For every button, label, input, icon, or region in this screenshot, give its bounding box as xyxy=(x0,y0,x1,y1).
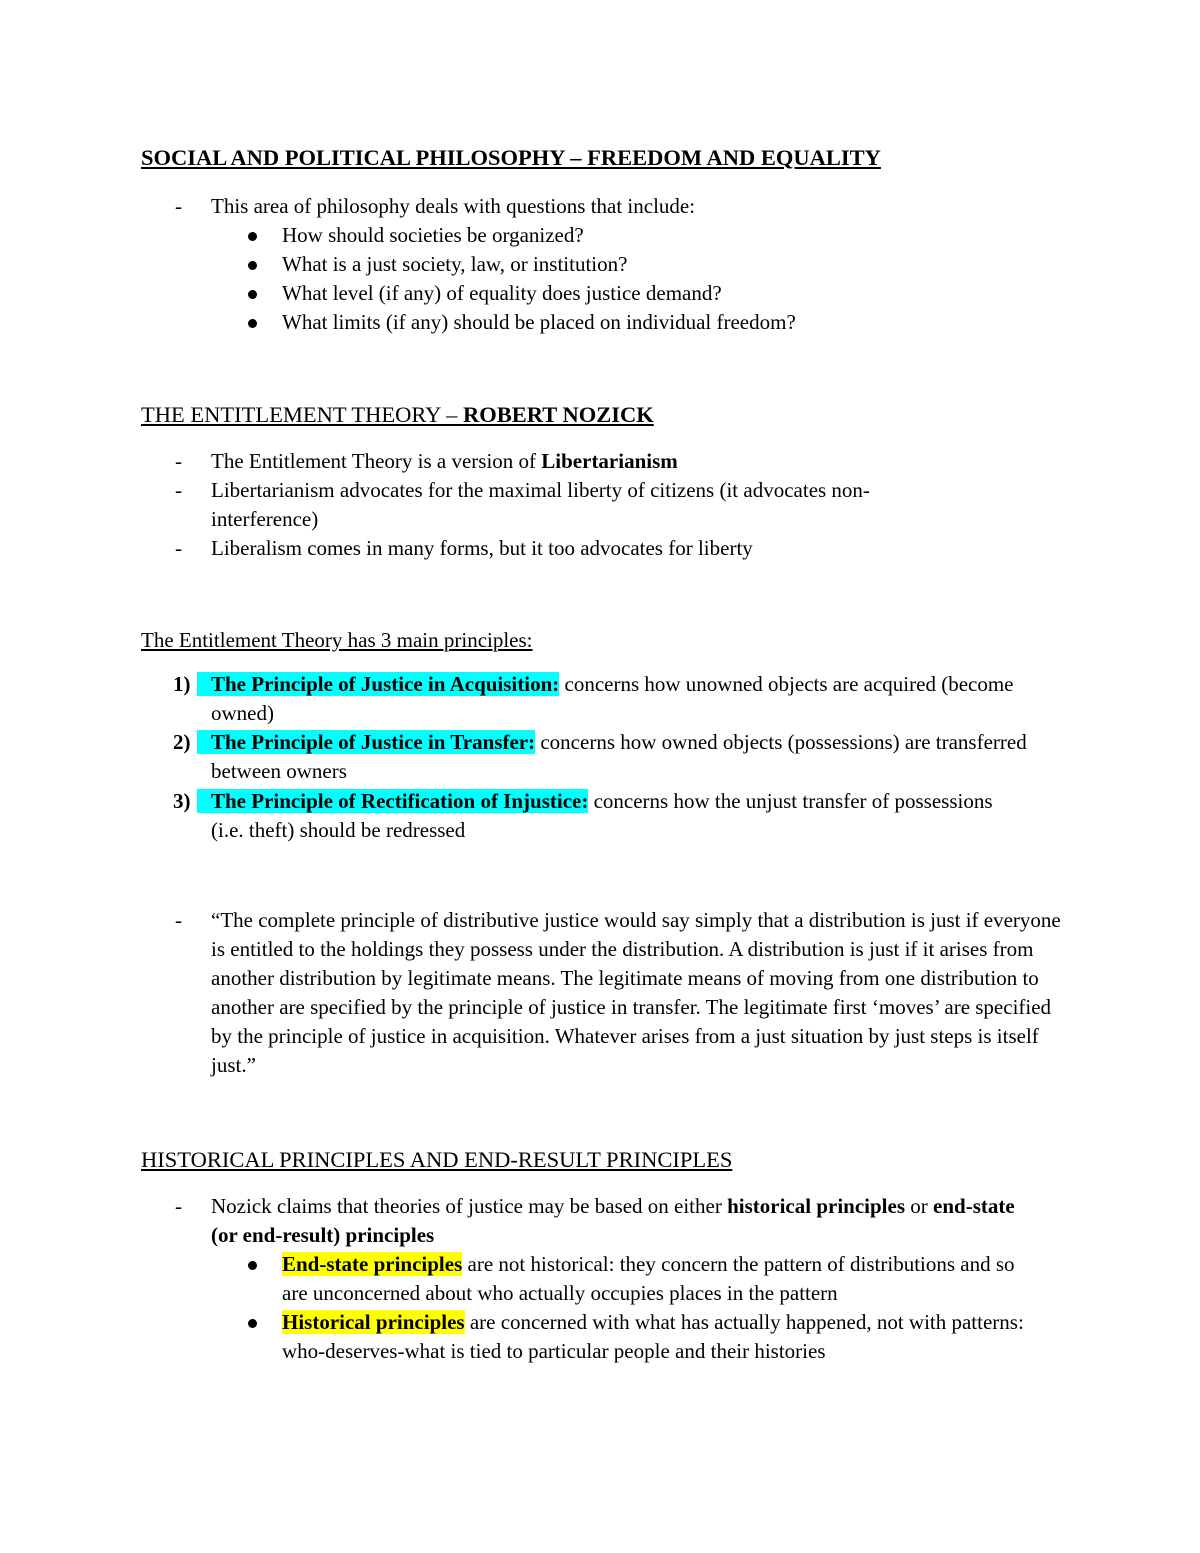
principle-text xyxy=(282,1250,1028,1308)
principle-text xyxy=(211,670,1041,728)
section-title-entitlement-theory xyxy=(141,400,654,430)
bullet-dot-icon xyxy=(248,1319,257,1328)
list-item xyxy=(175,192,1065,221)
list-text: Libertarianism advocates for the maximal liberty of citizens (it advocates non-interference) xyxy=(211,478,870,531)
principle-desc: are concerned with what has actually happened, not with patterns: who-deserves-what is tied to particular people and their histories xyxy=(282,1310,1024,1363)
question-text: What level (if any) of equality does justice demand? xyxy=(282,281,722,305)
list-item xyxy=(175,906,1065,1080)
principle-text xyxy=(211,728,1041,786)
heading-part: THE ENTITLEMENT THEORY – xyxy=(141,402,464,427)
list-item xyxy=(175,476,1065,534)
principle-label: The Principle of Justice in Acquisition: xyxy=(197,672,559,696)
principle-label: The Principle of Rectification of Injustice: xyxy=(197,789,588,813)
dash-marker: - xyxy=(175,194,182,218)
bold-term: Libertarianism xyxy=(541,449,678,473)
list-text xyxy=(211,447,1065,476)
bullet-dot-icon xyxy=(248,319,257,328)
section-title-historical-principles: HISTORICAL PRINCIPLES AND END-RESULT PRINCIPLES xyxy=(141,1147,733,1172)
list-item xyxy=(248,250,1048,279)
dash-marker: - xyxy=(175,536,182,560)
bullet-dot-icon xyxy=(248,232,257,241)
bold-term: end-state (or end-result) principles xyxy=(211,1194,1015,1247)
dash-marker: - xyxy=(175,478,182,502)
bullet-dot-icon xyxy=(248,290,257,299)
list-item xyxy=(248,279,1048,308)
highlighted-term: Historical principles xyxy=(282,1310,465,1334)
principle-desc: concerns how unowned objects are acquired (become owned) xyxy=(211,672,1014,725)
principle-desc: concerns how owned objects (possessions) are transferred between owners xyxy=(211,730,1027,783)
bullet-dot-icon xyxy=(248,1261,257,1270)
principle-desc: concerns how the unjust transfer of possessions (i.e. theft) should be redressed xyxy=(211,789,993,842)
dash-marker: - xyxy=(175,908,182,932)
list-item xyxy=(248,1308,1038,1366)
principles-heading: The Entitlement Theory has 3 main principles: xyxy=(141,628,533,652)
text-run: The Entitlement Theory is a version of xyxy=(211,449,542,473)
bold-term: historical principles xyxy=(727,1194,906,1218)
list-item xyxy=(173,787,1053,845)
list-text: Liberalism comes in many forms, but it too advocates for liberty xyxy=(211,536,753,560)
list-number: 2) xyxy=(173,730,191,754)
dash-marker: - xyxy=(175,449,182,473)
intro-text: This area of philosophy deals with questions that include: xyxy=(211,194,696,218)
list-item xyxy=(248,221,1048,250)
list-text xyxy=(211,1192,1031,1250)
list-item xyxy=(175,447,1065,476)
list-item xyxy=(175,1192,1065,1250)
list-item xyxy=(173,670,1053,728)
text-run: Nozick claims that theories of justice may be based on either xyxy=(211,1194,728,1218)
list-item xyxy=(248,1250,1028,1308)
principle-desc: are not historical: they concern the pattern of distributions and so are unconcerned about who actually occupies places in the pattern xyxy=(282,1252,1015,1305)
question-text: How should societies be organized? xyxy=(282,223,584,247)
list-number: 3) xyxy=(173,789,191,813)
bullet-dot-icon xyxy=(248,261,257,270)
list-item xyxy=(248,308,1048,337)
highlighted-term: End-state principles xyxy=(282,1252,463,1276)
list-item xyxy=(175,534,1065,563)
list-number: 1) xyxy=(173,672,191,696)
principle-text xyxy=(282,1308,1038,1366)
section-title-freedom-equality: SOCIAL AND POLITICAL PHILOSOPHY – FREEDOM AND EQUALITY xyxy=(141,145,881,170)
dash-marker: - xyxy=(175,1194,182,1218)
text-run: or xyxy=(905,1194,934,1218)
question-text: What limits (if any) should be placed on individual freedom? xyxy=(282,310,796,334)
nozick-quote: “The complete principle of distributive justice would say simply that a distribution is just if everyone is entitled to the holdings they possess under the distribution. A distribution is just if it arises from another distribution by legitimate means. The legitimate means of moving from one distribution to another are specified by the principle of justice in transfer. The legitimate first ‘moves’ are specified by the principle of justice in acquisition. Whatever arises from a just situation by just steps is itself just.” xyxy=(211,908,1061,1077)
principle-text xyxy=(211,787,1011,845)
list-item xyxy=(173,728,1053,786)
heading-author: ROBERT NOZICK xyxy=(463,402,654,427)
principle-label: The Principle of Justice in Transfer: xyxy=(197,730,535,754)
question-text: What is a just society, law, or institution? xyxy=(282,252,628,276)
